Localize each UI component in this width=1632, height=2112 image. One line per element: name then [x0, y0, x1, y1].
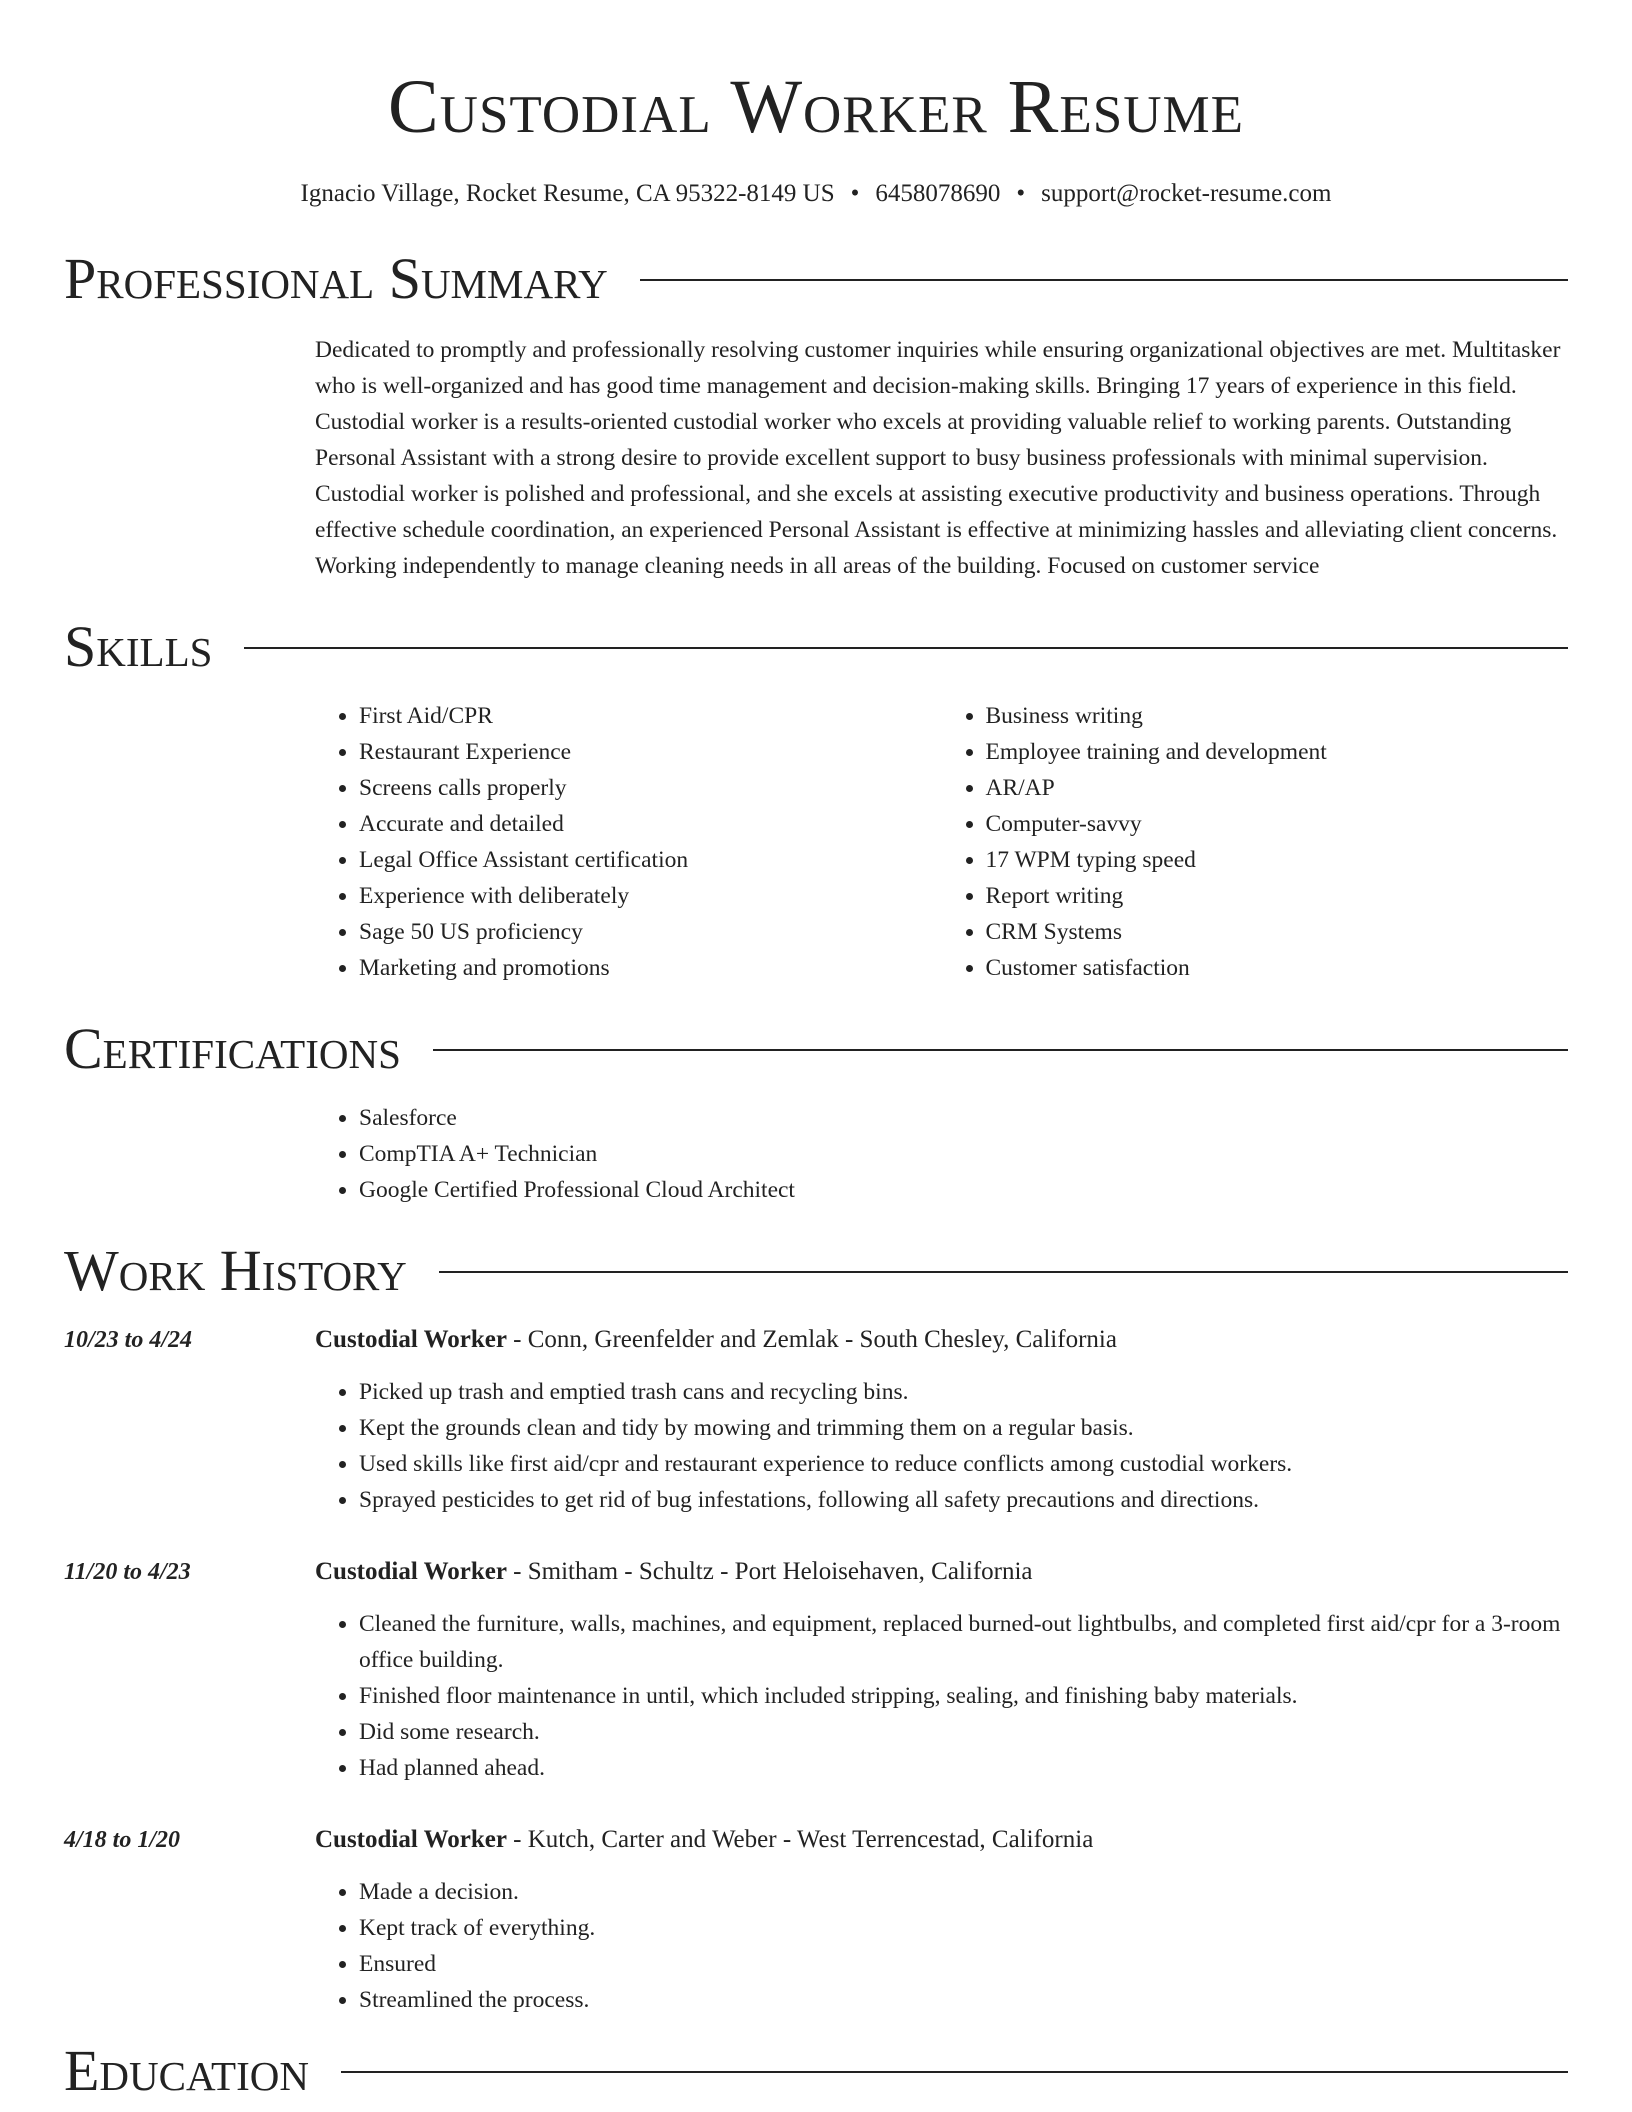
skill-item: • Employee training and development — [986, 734, 1569, 770]
job-bullet: • Kept track of everything. — [359, 1910, 1568, 1946]
summary-heading: Professional Summary — [64, 246, 608, 311]
work-section-header — [64, 1238, 1568, 1304]
job-entry — [64, 1554, 1568, 1786]
section-divider — [439, 1271, 1568, 1273]
certification-item: • Salesforce — [359, 1100, 1568, 1136]
job-responsibilities — [315, 1606, 1568, 1786]
job-responsibilities — [315, 1874, 1568, 2018]
education-heading: Education — [64, 2038, 309, 2103]
certification-item: • CompTIA A+ Technician — [359, 1136, 1568, 1172]
summary-section-header — [64, 246, 1568, 312]
certification-item: • Google Certified Professional Cloud Architect — [359, 1172, 1568, 1208]
job-bullet: • Made a decision. — [359, 1874, 1568, 1910]
skill-item: • Customer satisfaction — [986, 950, 1569, 986]
work-heading: Work History — [64, 1238, 407, 1303]
contact-phone: 6458078690 — [875, 180, 1001, 207]
skills-list — [315, 698, 1568, 986]
job-details — [315, 1322, 1568, 1518]
job-dates: 10/23 to 4/24 — [64, 1327, 193, 1353]
skill-item: • Sage 50 US proficiency — [359, 914, 942, 950]
skills-column-right — [942, 698, 1569, 986]
section-divider — [341, 2071, 1568, 2073]
skill-item: • Computer-savvy — [986, 806, 1569, 842]
skill-item: • Screens calls properly — [359, 770, 942, 806]
contact-address: Ignacio Village, Rocket Resume, CA 95322-8149 US — [300, 180, 835, 207]
job-title: Custodial Worker — [315, 1558, 507, 1585]
job-title: Custodial Worker — [315, 1826, 507, 1853]
certifications-heading: Certifications — [64, 1016, 401, 1081]
job-dates: 11/20 to 4/23 — [64, 1559, 191, 1585]
education-section-header — [64, 2038, 1568, 2104]
contact-separator: • — [1016, 180, 1026, 207]
job-bullet: • Kept the grounds clean and tidy by mowing and trimming them on a regular basis. — [359, 1410, 1568, 1446]
skill-item: • First Aid/CPR — [359, 698, 942, 734]
job-title: Custodial Worker — [315, 1326, 507, 1353]
skill-item: • Accurate and detailed — [359, 806, 942, 842]
contact-email: support@rocket-resume.com — [1041, 180, 1332, 207]
job-bullet: • Finished floor maintenance in until, which included stripping, sealing, and finishing baby materials. — [359, 1678, 1568, 1714]
skills-section-header — [64, 614, 1568, 680]
certifications-list — [315, 1100, 1568, 1208]
skill-item: • Experience with deliberately — [359, 878, 942, 914]
job-details — [315, 1554, 1568, 1786]
job-entry — [64, 1322, 1568, 1518]
job-employer-location: - Conn, Greenfelder and Zemlak - South Chesley, California — [506, 1326, 1117, 1353]
skill-item: • Legal Office Assistant certification — [359, 842, 942, 878]
job-bullet: • Used skills like first aid/cpr and restaurant experience to reduce conflicts among custodial workers. — [359, 1446, 1568, 1482]
certifications-section-header — [64, 1016, 1568, 1082]
section-divider — [640, 279, 1568, 281]
resume-title: Custodial Worker Resume — [387, 65, 1244, 149]
skills-column-left — [315, 698, 942, 986]
job-dates: 4/18 to 1/20 — [64, 1827, 181, 1853]
job-entry — [64, 1822, 1568, 2018]
job-responsibilities — [315, 1374, 1568, 1518]
skill-item: • Restaurant Experience — [359, 734, 942, 770]
job-bullet: • Sprayed pesticides to get rid of bug infestations, following all safety precautions and directions. — [359, 1482, 1568, 1518]
skill-item: • Marketing and promotions — [359, 950, 942, 986]
job-heading-line — [315, 1322, 1568, 1358]
job-bullet: • Streamlined the process. — [359, 1982, 1568, 2018]
summary-text: Dedicated to promptly and professionally resolving customer inquiries while ensuring organizational objectives are met. Multitasker who is well-organized and has good time management and decision-making skills. Bringing 17 years of experience in this field. Custodial worker is a results-oriented custodial worker who excels at providing valuable relief to working parents. Outstanding Personal Assistant with a strong desire to provide excellent support to busy business professionals with minimal supervision. Custodial worker is polished and professional, and she excels at assisting executive productivity and business operations. Through effective schedule coordination, an experienced Personal Assistant is effective at minimizing hassles and alleviating client concerns. Working independently to manage cleaning needs in all areas of the building. Focused on customer service — [315, 337, 1561, 579]
job-employer-location: - Smitham - Schultz - Port Heloisehaven, California — [506, 1558, 1033, 1585]
skill-item: • CRM Systems — [986, 914, 1569, 950]
job-bullet: • Cleaned the furniture, walls, machines, and equipment, replaced burned-out lightbulbs, and completed first aid/cpr for a 3-room office building. — [359, 1606, 1568, 1678]
skill-item: • Report writing — [986, 878, 1569, 914]
job-bullet: • Picked up trash and emptied trash cans and recycling bins. — [359, 1374, 1568, 1410]
job-heading-line — [315, 1554, 1568, 1590]
skills-heading: Skills — [64, 614, 213, 679]
section-divider — [433, 1049, 1568, 1051]
skill-item: • 17 WPM typing speed — [986, 842, 1569, 878]
job-details — [315, 1822, 1568, 2018]
contact-separator: • — [850, 180, 860, 207]
skill-item: • Business writing — [986, 698, 1569, 734]
job-heading-line — [315, 1822, 1568, 1858]
contact-line — [64, 178, 1568, 210]
job-bullet: • Ensured — [359, 1946, 1568, 1982]
job-bullet: • Did some research. — [359, 1714, 1568, 1750]
resume-page — [64, 0, 1568, 2104]
job-bullet: • Had planned ahead. — [359, 1750, 1568, 1786]
section-divider — [244, 647, 1568, 649]
skill-item: • AR/AP — [986, 770, 1569, 806]
job-employer-location: - Kutch, Carter and Weber - West Terrencestad, California — [506, 1826, 1094, 1853]
